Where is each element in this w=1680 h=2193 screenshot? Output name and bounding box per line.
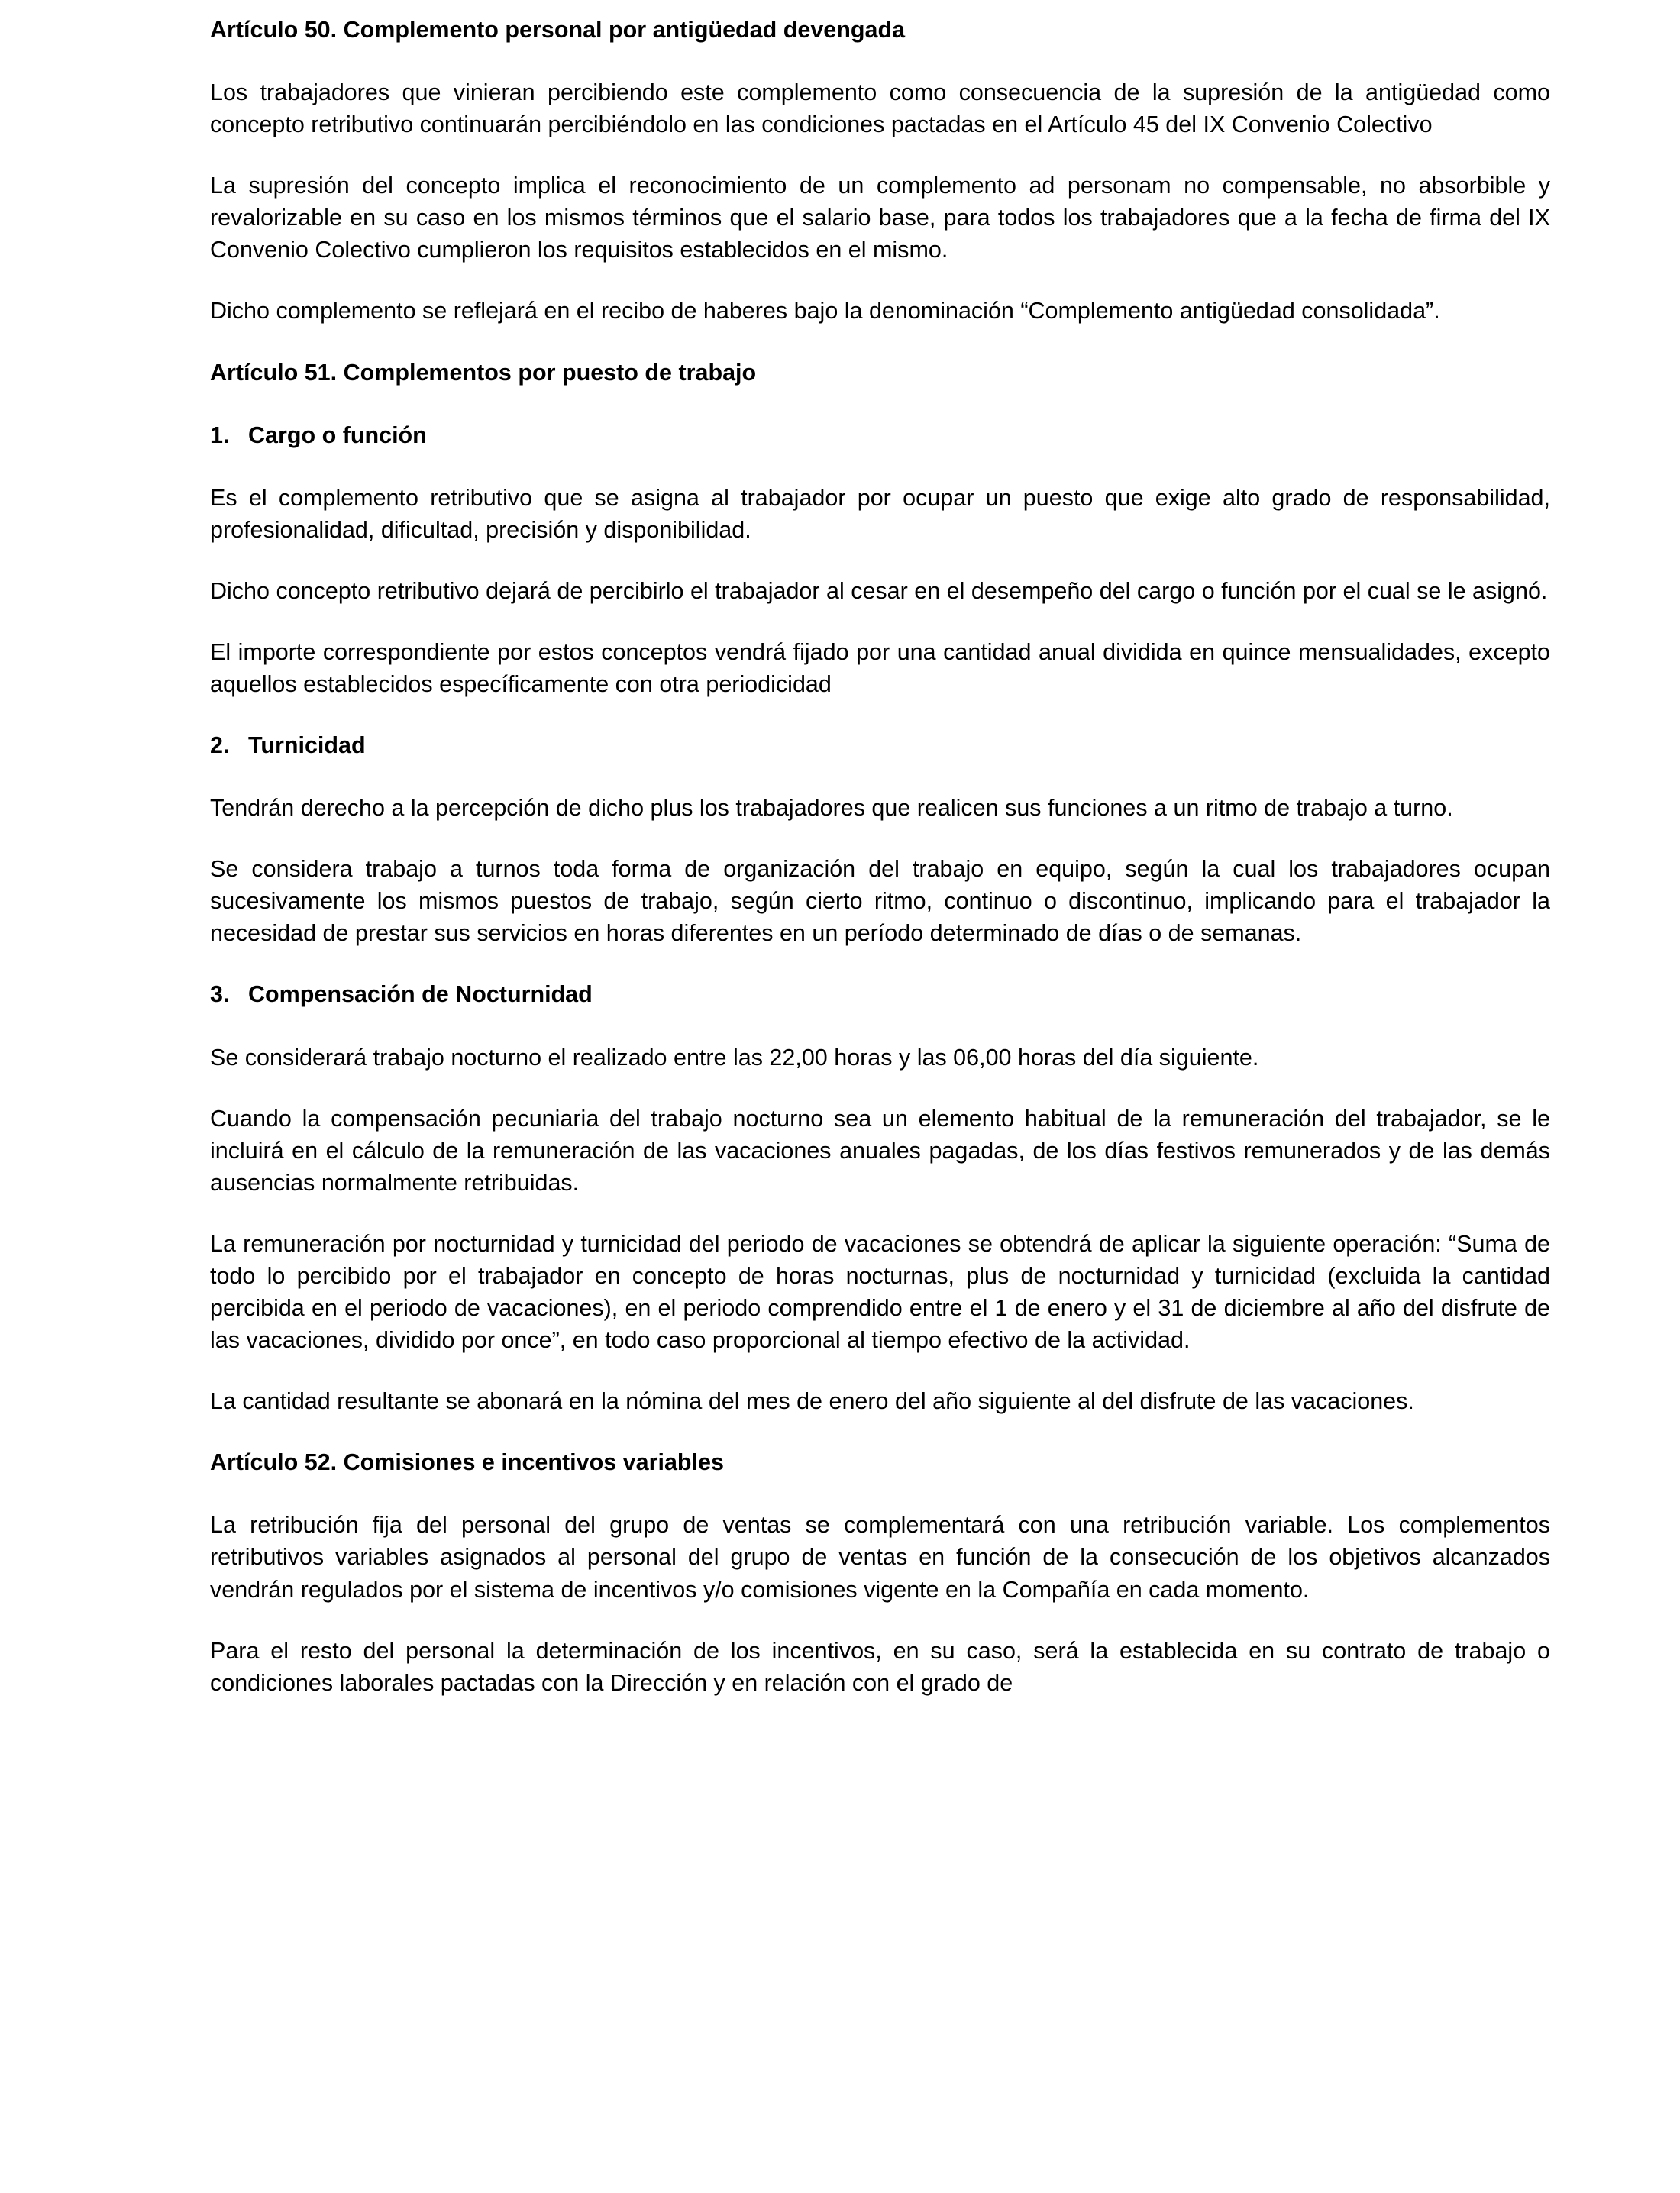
paragraph: Los trabajadores que vinieran percibiendo este complemento como consecuencia de la supresión de la antigüedad como concepto retributivo continuarán percibiéndolo en las condiciones pactadas en el Artículo 45 del IX Convenio Colectivo [210,79,1550,138]
paragraph: Es el complemento retributivo que se asigna al trabajador por ocupar un puesto que exige alto grado de responsabilidad, profesionalidad, dificultad, precisión y disponibilidad. [210,484,1550,543]
paragraph: La supresión del concepto implica el reconocimiento de un complemento ad personam no compensable, no absorbible y revalorizable en su caso en los mismos términos que el salario base, para todos los trabajadores que a la fecha de firma del IX Convenio Colectivo cumplieron los requisitos establecidos en el mismo. [210,173,1550,263]
paragraph: Dicho concepto retributivo dejará de percibirlo el trabajador al cesar en el desempeño del cargo o función por el cual se le asignó. [210,577,1548,604]
article-heading-50: Artículo 50. Complemento personal por antigüedad devengada [210,17,906,43]
numbered-heading-3 [210,978,1550,1010]
list-heading-label: Turnicidad [248,732,366,759]
article-heading-51: Artículo 51. Complementos por puesto de trabajo [210,359,757,386]
numbered-heading-1 [210,419,1550,451]
paragraph: Para el resto del personal la determinación de los incentivos, en su caso, será la establecida en su contrato de trabajo o condiciones laborales pactadas con la Dirección y en relación con el grado de [210,1637,1550,1696]
paragraph: La remuneración por nocturnidad y turnicidad del periodo de vacaciones se obtendrá de aplicar la siguiente operación: “Suma de todo lo percibido por el trabajador en concepto de horas nocturnas, plus de nocturnidad y turnicidad (excluida la cantidad percibida en el periodo de vacaciones), en el periodo comprendido entre el 1 de enero y el 31 de diciembre al año del disfrute de las vacaciones, dividido por once”, en todo caso proporcional al tiempo efectivo de la actividad. [210,1230,1550,1354]
article-heading-52: Artículo 52. Comisiones e incentivos variables [210,1449,724,1476]
paragraph: Se considerará trabajo nocturno el realizado entre las 22,00 horas y las 06,00 horas del día siguiente. [210,1044,1259,1071]
paragraph: Cuando la compensación pecuniaria del trabajo nocturno sea un elemento habitual de la remuneración del trabajador, se le incluirá en el cálculo de la remuneración de las vacaciones anuales pagadas, de los días festivos remunerados y de las demás ausencias normalmente retribuidas. [210,1105,1550,1196]
list-number: 2. [210,732,230,759]
list-heading-label: Cargo o función [248,421,427,448]
list-number: 1. [210,421,230,448]
paragraph: El importe correspondiente por estos conceptos vendrá fijado por una cantidad anual dividida en quince mensualidades, excepto aquellos establecidos específicamente con otra periodicidad [210,638,1550,698]
paragraph: La retribución fija del personal del grupo de ventas se complementará con una retribución variable. Los complementos retributivos variables asignados al personal del grupo de ventas en función de la consecución de los objetivos alcanzados vendrán regulados por el sistema de incentivos y/o comisiones vigente en la Compañía en cada momento. [210,1512,1550,1603]
numbered-heading-2 [210,729,1550,761]
paragraph: Se considera trabajo a turnos toda forma de organización del trabajo en equipo, según la cual los trabajadores ocupan sucesivamente los mismos puestos de trabajo, según cierto ritmo, continuo o discontinuo, implicando para el trabajador la necesidad de prestar sus servicios en horas diferentes en un período determinado de días o de semanas. [210,856,1550,947]
list-number: 3. [210,981,230,1008]
document-body [210,14,1550,1699]
list-heading-label: Compensación de Nocturnidad [248,981,593,1008]
paragraph: Dicho complemento se reflejará en el recibo de haberes bajo la denominación “Complemento antigüedad consolidada”. [210,298,1440,325]
paragraph: Tendrán derecho a la percepción de dicho plus los trabajadores que realicen sus funciones a un ritmo de trabajo a turno. [210,795,1453,822]
paragraph: La cantidad resultante se abonará en la nómina del mes de enero del año siguiente al del disfrute de las vacaciones. [210,1388,1414,1415]
